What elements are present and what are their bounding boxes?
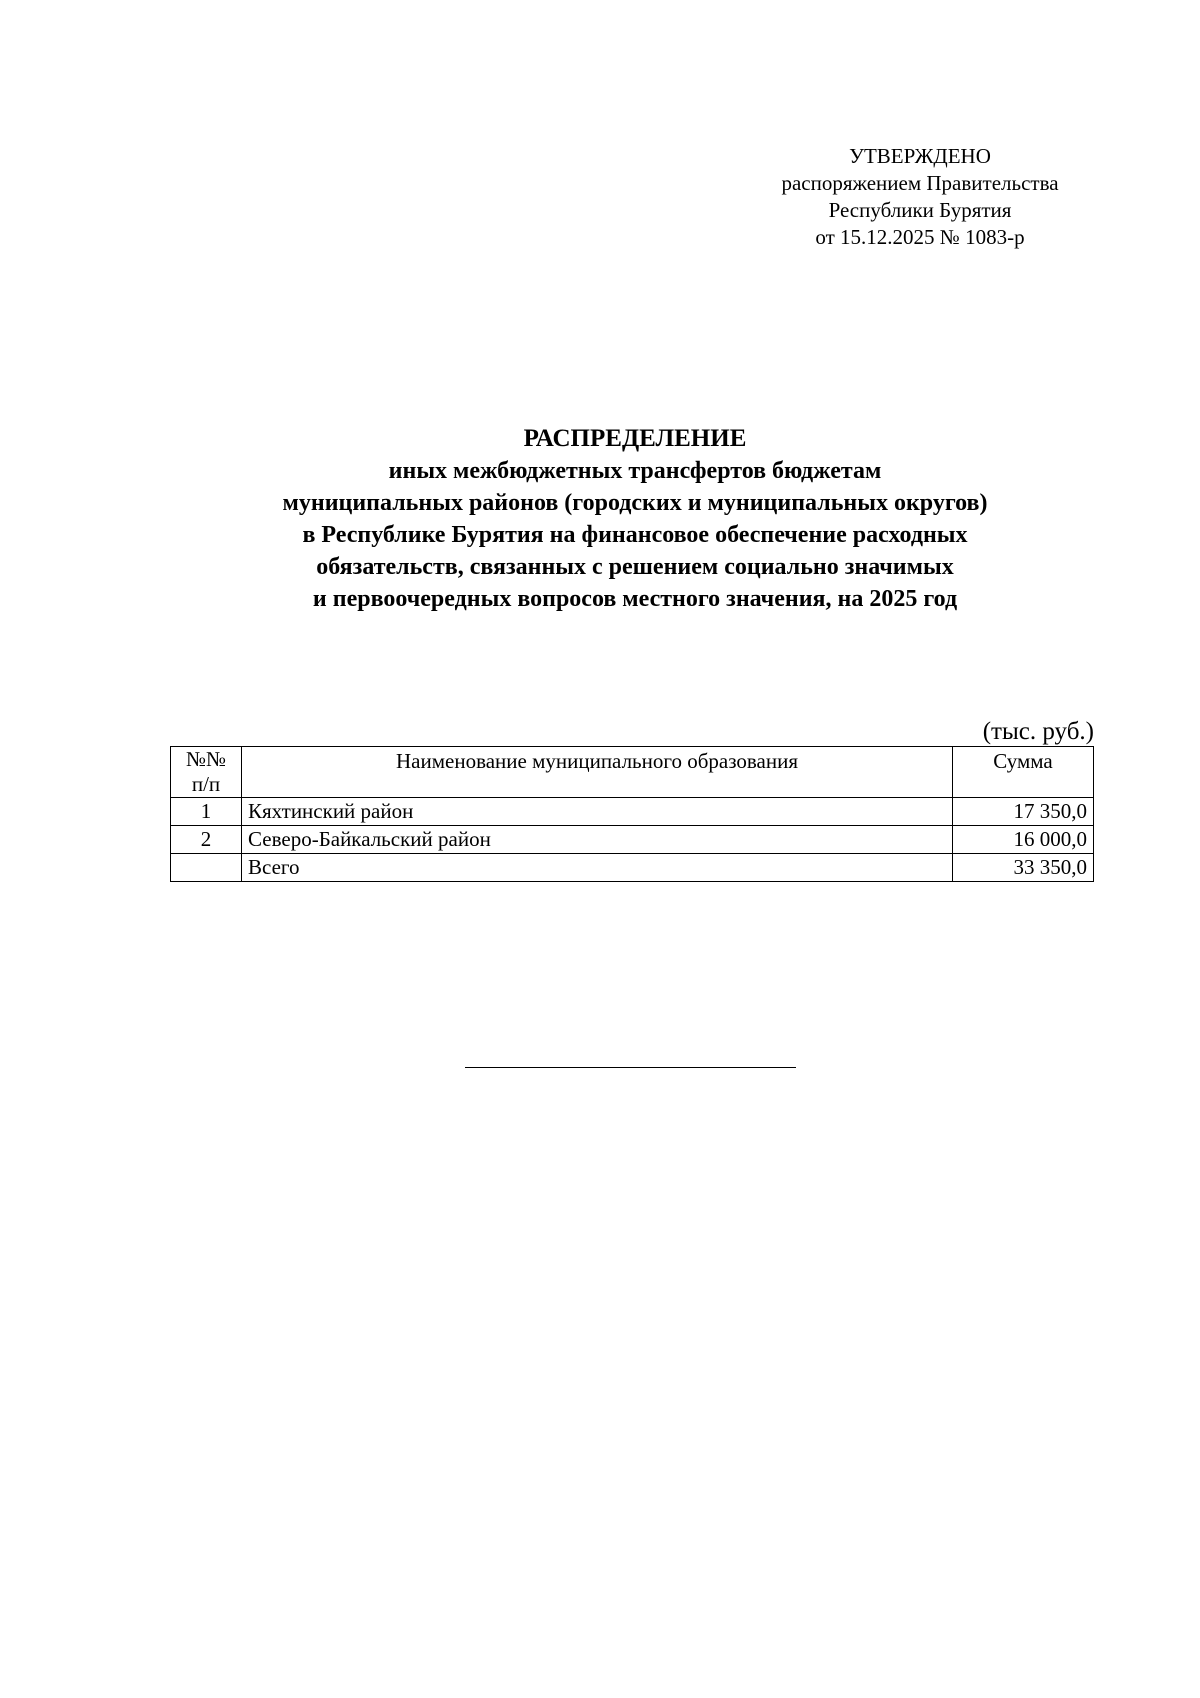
header-number-line2: п/п — [191, 772, 221, 796]
distribution-table — [170, 746, 1094, 882]
table-row — [171, 798, 1094, 826]
title-line: в Республике Бурятия на финансовое обеспечение расходных — [302, 522, 968, 548]
document-title — [100, 423, 1170, 615]
row-number: 2 — [171, 826, 242, 854]
title-line: обязательств, связанных с решением социально значимых — [316, 554, 954, 580]
header-number-line1: №№ — [185, 747, 227, 771]
total-sum: 33 350,0 — [953, 854, 1094, 882]
approval-line: распоряжением Правительства — [781, 171, 1059, 195]
separator-line — [465, 1067, 796, 1068]
row-name: Северо-Байкальский район — [242, 826, 953, 854]
row-sum: 17 350,0 — [953, 798, 1094, 826]
document-heading: РАСПРЕДЕЛЕНИЕ — [523, 425, 747, 452]
approval-line: УТВЕРЖДЕНО — [849, 144, 991, 168]
units-label: (тыс. руб.) — [982, 718, 1094, 745]
row-sum: 16 000,0 — [953, 826, 1094, 854]
row-number: 1 — [171, 798, 242, 826]
header-number — [171, 747, 242, 798]
approval-stamp — [735, 143, 1105, 251]
table-row — [171, 826, 1094, 854]
row-name: Кяхтинский район — [242, 798, 953, 826]
row-number — [171, 854, 242, 882]
approval-line: от 15.12.2025 № 1083-р — [815, 225, 1025, 249]
approval-line: Республики Бурятия — [828, 198, 1012, 222]
header-name: Наименование муниципального образования — [242, 747, 953, 798]
total-label: Всего — [242, 854, 953, 882]
title-line: и первоочередных вопросов местного значения, на 2025 год — [312, 586, 958, 612]
table-header-row — [171, 747, 1094, 798]
title-line: муниципальных районов (городских и муниципальных округов) — [282, 490, 988, 516]
header-sum: Сумма — [953, 747, 1094, 798]
title-line: иных межбюджетных трансфертов бюджетам — [388, 458, 882, 484]
table-total-row — [171, 854, 1094, 882]
